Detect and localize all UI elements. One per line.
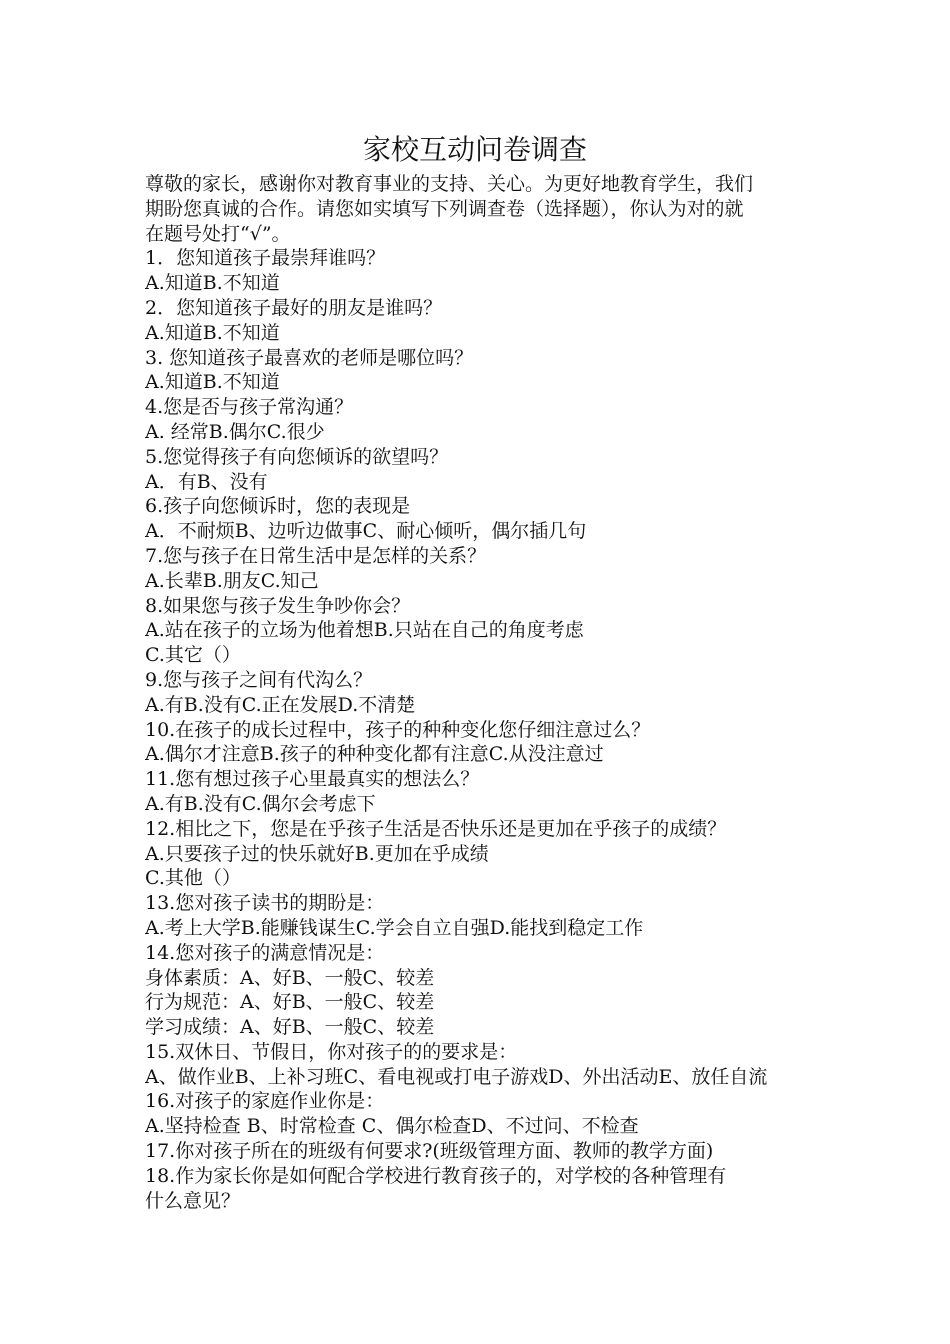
answer-line: A.长辈B.朋友C.知己 [145,569,319,592]
question-line: 13.您对孩子读书的期盼是： [145,892,385,915]
answer-line: A．有B、没有 [145,470,268,493]
page-title: 家校互动问卷调查 [362,133,587,166]
answer-line: A.站在孩子的立场为他着想B.只站在自己的角度考虑 [145,619,584,642]
question-line: 3. 您知道孩子最喜欢的老师是哪位吗？ [145,346,474,369]
answer-line: A、做作业B、上补习班C、看电视或打电子游戏D、外出活动E、放任自流 [145,1065,768,1088]
answer-line: 身体素质：A、好B、一般C、较差 [145,966,435,989]
answer-line: A.有B.没有C.偶尔会考虑下 [145,792,376,815]
answer-line: A．不耐烦B、边听边做事C、耐心倾听，偶尔插几句 [145,520,587,543]
intro-line: 在题号处打“√”。 [145,222,291,245]
question-line: 14.您对孩子的满意情况是： [145,941,385,964]
answer-line: C.其它（） [145,644,241,667]
question-line: 10.在孩子的成长过程中，孩子的种种变化您仔细注意过么？ [145,718,651,741]
question-line: 1．您知道孩子最崇拜谁吗？ [145,247,386,270]
question-line: 什么意见？ [145,1189,241,1212]
question-line: 8.如果您与孩子发生争吵你会？ [145,594,411,617]
question-line: 18.作为家长你是如何配合学校进行教育孩子的，对学校的各种管理有 [145,1164,727,1187]
question-line: 16.对孩子的家庭作业你是： [145,1090,385,1113]
question-line: 5.您觉得孩子有向您倾诉的欲望吗？ [145,445,449,468]
question-line: 7.您与孩子在日常生活中是怎样的关系？ [145,544,487,567]
question-line: 4.您是否与孩子常沟通？ [145,396,354,419]
answer-line: A.知道B.不知道 [145,272,280,295]
intro-line: 尊敬的家长，感谢你对教育事业的支持、关心。为更好地教育学生，我们 [145,173,754,195]
question-line: 2．您知道孩子最好的朋友是谁吗？ [145,296,443,319]
question-line: 6.孩子向您倾诉时，您的表现是 [145,495,411,518]
question-line: 11.您有想过孩子心里最真实的想法么？ [145,768,480,791]
question-line: 12.相比之下，您是在乎孩子生活是否快乐还是更加在乎孩子的成绩？ [145,817,727,840]
answer-line: A.知道B.不知道 [145,371,280,394]
answer-line: A.知道B.不知道 [145,321,280,344]
answer-line: A.有B.没有C.正在发展D.不清楚 [145,693,416,716]
answer-line: A.只要孩子过的快乐就好B.更加在乎成绩 [145,842,489,865]
answer-line: C.其他（） [145,867,241,890]
answer-line: A. 经常B.偶尔C.很少 [145,420,325,443]
intro-line: 期盼您真诚的合作。请您如实填写下列调查卷（选择题），你认为对的就 [145,197,744,220]
answer-line: A.考上大学B.能赚钱谋生C.学会自立自强D.能找到稳定工作 [145,916,644,939]
answer-line: 行为规范：A、好B、一般C、较差 [145,991,435,1014]
question-line: 15.双休日、节假日，你对孩子的的要求是： [145,1040,518,1063]
question-line: 17.你对孩子所在的班级有何要求?(班级管理方面、教师的教学方面) [145,1140,714,1163]
answer-line: A.坚持检查 B、时常检查 C、偶尔检查D、不过问、不检查 [145,1115,639,1138]
answer-line: A.偶尔才注意B.孩子的种种变化都有注意C.从没注意过 [145,743,604,766]
questionnaire-body [145,172,810,1213]
answer-line: 学习成绩：A、好B、一般C、较差 [145,1016,435,1039]
question-line: 9.您与孩子之间有代沟么？ [145,668,373,691]
